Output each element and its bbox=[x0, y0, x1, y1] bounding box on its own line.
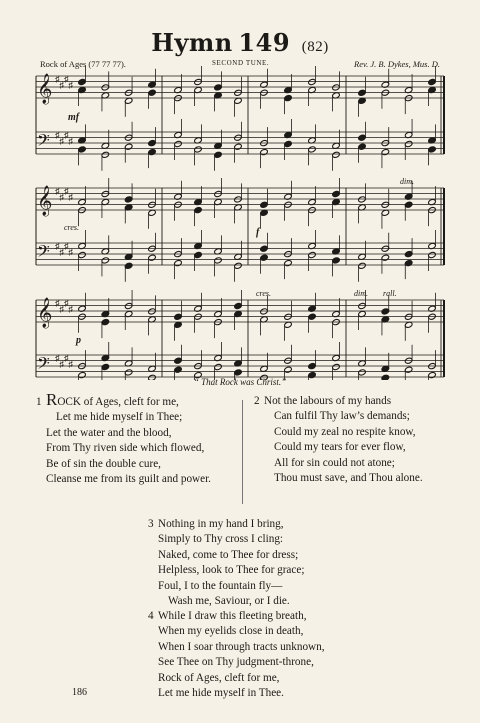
note-head bbox=[78, 78, 86, 85]
note-head bbox=[101, 319, 109, 326]
verse-1-dropcap: R bbox=[46, 390, 58, 409]
note-head bbox=[101, 190, 109, 197]
note-head bbox=[148, 254, 156, 261]
note-head bbox=[332, 257, 340, 264]
note-head bbox=[260, 245, 268, 252]
verse-line: Can fulfil Thy law’s demands; bbox=[274, 410, 410, 423]
verse-2-first: Not the labours of my hands bbox=[264, 395, 392, 407]
note-head bbox=[404, 366, 412, 373]
verse-line: From Thy riven side which flowed, bbox=[46, 442, 205, 455]
verse-line: Naked, come to Thee for dress; bbox=[158, 548, 299, 561]
dynamic-cres-1: cres. bbox=[64, 223, 80, 232]
verse-line: See Thee on Thy judgment-throne, bbox=[158, 656, 314, 669]
dynamic-rall: rall. bbox=[383, 289, 397, 298]
note-head bbox=[332, 151, 340, 158]
note-head bbox=[332, 363, 340, 370]
verse-3-first: Nothing in my hand I bring, bbox=[158, 518, 284, 530]
note-head bbox=[214, 151, 222, 158]
sharp-sign: ♯ bbox=[68, 359, 73, 369]
note-head bbox=[358, 369, 366, 376]
sharp-sign: ♯ bbox=[64, 298, 69, 308]
dynamic-cres-2: cres. bbox=[256, 289, 272, 298]
note-head bbox=[101, 363, 109, 370]
sharp-sign: ♯ bbox=[68, 136, 73, 146]
note-head bbox=[332, 190, 340, 197]
note-head bbox=[148, 89, 156, 96]
page-number: 186 bbox=[72, 687, 87, 698]
dynamic-dim-1: dim. bbox=[400, 177, 414, 186]
note-head bbox=[260, 149, 268, 156]
sharp-sign: ♯ bbox=[55, 241, 60, 251]
note-head bbox=[124, 302, 132, 309]
bass-clef: 𝄢 bbox=[37, 355, 50, 377]
verse-1-first-tail: of Ages, cleft for me, bbox=[80, 396, 179, 408]
verse-2 bbox=[254, 394, 423, 486]
note-head bbox=[308, 363, 316, 370]
note-head bbox=[124, 369, 132, 376]
sharp-sign: ♯ bbox=[68, 80, 73, 90]
verse-3-number: 3 bbox=[148, 518, 154, 530]
sharp-sign: ♯ bbox=[59, 80, 64, 90]
note-head bbox=[381, 149, 389, 156]
sharp-sign: ♯ bbox=[55, 186, 60, 196]
note-head bbox=[358, 302, 366, 309]
note-head bbox=[308, 313, 316, 320]
column-divider bbox=[242, 400, 243, 504]
verse-1 bbox=[36, 390, 211, 487]
verse-line: Simply to Thy cross I cling: bbox=[158, 533, 284, 546]
verse-line: Be of sin the double cure, bbox=[46, 457, 161, 470]
note-head bbox=[284, 140, 292, 147]
treble-clef: 𝄞 bbox=[37, 298, 53, 327]
hymn-alt-number: (82) bbox=[301, 39, 329, 55]
verse-line: Let me hide myself in Thee. bbox=[158, 687, 284, 700]
verse-1-line-1 bbox=[36, 390, 211, 410]
note-head bbox=[358, 262, 366, 269]
note-head bbox=[148, 149, 156, 156]
note-head bbox=[404, 201, 412, 208]
note-head bbox=[308, 146, 316, 153]
note-head bbox=[404, 251, 412, 258]
sharp-sign: ♯ bbox=[64, 241, 69, 251]
sharp-sign: ♯ bbox=[59, 192, 64, 202]
note-head bbox=[284, 260, 292, 267]
sharp-sign: ♯ bbox=[55, 353, 60, 363]
note-head bbox=[194, 146, 202, 153]
verse-4-line-1 bbox=[148, 609, 325, 624]
verse-line: Foul, I to the fountain fly— bbox=[158, 579, 283, 592]
treble-clef: 𝄞 bbox=[37, 74, 53, 103]
note-head bbox=[234, 143, 242, 150]
note-head bbox=[174, 313, 182, 320]
note-head bbox=[308, 78, 316, 85]
note-head bbox=[174, 357, 182, 364]
note-head bbox=[234, 369, 242, 376]
verse-3-line-1 bbox=[148, 517, 304, 532]
verse-line: All for sin could not atone; bbox=[274, 456, 395, 469]
note-head bbox=[260, 254, 268, 261]
note-head bbox=[174, 366, 182, 373]
note-head bbox=[284, 366, 292, 373]
sharp-sign: ♯ bbox=[55, 130, 60, 140]
verse-line: Thou must save, and Thou alone. bbox=[274, 472, 423, 485]
note-head bbox=[214, 363, 222, 370]
note-head bbox=[381, 308, 389, 315]
sharp-sign: ♯ bbox=[68, 247, 73, 257]
sharp-sign: ♯ bbox=[59, 359, 64, 369]
sharp-sign: ♯ bbox=[64, 353, 69, 363]
verse-4-number: 4 bbox=[148, 610, 154, 622]
note-head bbox=[404, 140, 412, 147]
note-head bbox=[174, 260, 182, 267]
dynamic-mf: mf bbox=[68, 112, 80, 123]
sharp-sign: ♯ bbox=[59, 136, 64, 146]
note-head bbox=[194, 78, 202, 85]
verse-3 bbox=[148, 517, 304, 609]
note-head bbox=[234, 302, 242, 309]
note-head bbox=[124, 143, 132, 150]
verse-line: Helpless, look to Thee for grace; bbox=[158, 564, 305, 577]
verse-4-first: While I draw this fleeting breath, bbox=[158, 610, 307, 622]
scripture-caption: “ That Rock was Christ.” bbox=[193, 377, 287, 387]
sharp-sign: ♯ bbox=[68, 192, 73, 202]
note-head bbox=[358, 143, 366, 150]
tune-label: SECOND TUNE. bbox=[212, 59, 270, 67]
verse-line: Cleanse me from its guilt and power. bbox=[46, 473, 211, 486]
hymn-title-word: Hymn bbox=[151, 28, 233, 57]
verse-line: Let the water and the blood, bbox=[46, 426, 172, 439]
note-head bbox=[404, 260, 412, 267]
verse-2-line-1 bbox=[254, 394, 423, 409]
verse-line: When I soar through tracts unknown, bbox=[158, 640, 325, 653]
note-head bbox=[148, 140, 156, 147]
note-head bbox=[101, 151, 109, 158]
note-head bbox=[284, 95, 292, 102]
composer: Rev. J. B. Dykes, Mus. D. bbox=[354, 59, 440, 69]
note-head bbox=[234, 262, 242, 269]
verse-line: Wash me, Saviour, or I die. bbox=[168, 595, 290, 608]
note-head bbox=[381, 254, 389, 261]
note-head bbox=[358, 134, 366, 141]
sharp-sign: ♯ bbox=[64, 186, 69, 196]
note-head bbox=[214, 190, 222, 197]
sharp-sign: ♯ bbox=[68, 304, 73, 314]
note-head bbox=[428, 78, 436, 85]
bass-clef: 𝄢 bbox=[37, 132, 50, 154]
dynamic-p: p bbox=[76, 335, 81, 346]
sharp-sign: ♯ bbox=[55, 74, 60, 84]
note-head bbox=[260, 201, 268, 208]
verse-1-number: 1 bbox=[36, 396, 42, 408]
verse-line: Could my zeal no respite know, bbox=[274, 425, 416, 438]
sharp-sign: ♯ bbox=[64, 130, 69, 140]
note-head bbox=[358, 89, 366, 96]
verse-2-number: 2 bbox=[254, 395, 260, 407]
hymn-number: 149 bbox=[238, 28, 291, 57]
note-head bbox=[124, 262, 132, 269]
sharp-sign: ♯ bbox=[59, 304, 64, 314]
verse-4 bbox=[148, 609, 325, 701]
note-head bbox=[214, 84, 222, 91]
note-head bbox=[78, 146, 86, 153]
note-head bbox=[174, 140, 182, 147]
note-head bbox=[308, 251, 316, 258]
note-head bbox=[101, 257, 109, 264]
note-head bbox=[124, 196, 132, 203]
note-head bbox=[428, 146, 436, 153]
sharp-sign: ♯ bbox=[64, 74, 69, 84]
note-head bbox=[78, 251, 86, 258]
note-head bbox=[428, 251, 436, 258]
verse-line: When my eyelids close in death, bbox=[158, 625, 304, 638]
verse-line: Let me hide myself in Thee; bbox=[56, 411, 183, 424]
note-head bbox=[194, 251, 202, 258]
dynamic-dim-2: dim. bbox=[354, 289, 368, 298]
sharp-sign: ♯ bbox=[55, 298, 60, 308]
verse-line: Rock of Ages, cleft for me, bbox=[158, 671, 280, 684]
tune-name: Rock of Ages (77 77 77). bbox=[40, 59, 126, 69]
verse-1-smallcaps: OCK bbox=[57, 396, 81, 408]
note-head bbox=[194, 207, 202, 214]
treble-clef: 𝄞 bbox=[37, 186, 53, 215]
sharp-sign: ♯ bbox=[59, 247, 64, 257]
bass-clef: 𝄢 bbox=[37, 243, 50, 265]
note-head bbox=[214, 257, 222, 264]
verse-line: Could my tears for ever flow, bbox=[274, 441, 406, 454]
dynamic-f: f bbox=[256, 227, 260, 238]
